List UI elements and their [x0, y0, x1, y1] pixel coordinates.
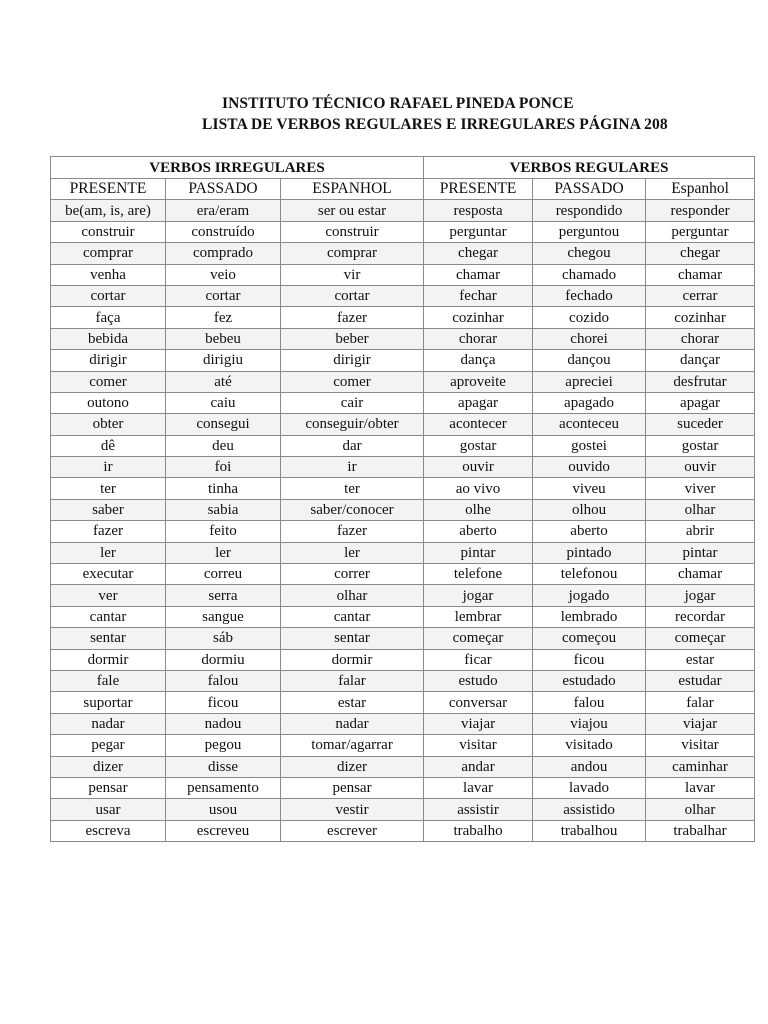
table-cell: comer: [51, 371, 166, 392]
table-cell: ficar: [424, 649, 533, 670]
table-cell: ir: [51, 457, 166, 478]
table-row: [51, 564, 755, 585]
table-cell: olhar: [281, 585, 424, 606]
table-cell: faça: [51, 307, 166, 328]
table-cell: correu: [166, 564, 281, 585]
table-cell: fez: [166, 307, 281, 328]
table-cell: acontecer: [424, 414, 533, 435]
table-cell: começar: [424, 628, 533, 649]
table-cell: cortar: [166, 285, 281, 306]
table-cell: lembrado: [533, 606, 646, 627]
table-cell: olhar: [646, 799, 755, 820]
table-cell: beber: [281, 328, 424, 349]
table-cell: até: [166, 371, 281, 392]
table-cell: fechado: [533, 285, 646, 306]
table-cell: cozinhar: [424, 307, 533, 328]
table-cell: respondido: [533, 200, 646, 221]
table-row: [51, 307, 755, 328]
table-cell: bebeu: [166, 328, 281, 349]
table-cell: visitar: [646, 735, 755, 756]
table-cell: fazer: [281, 521, 424, 542]
table-cell: dê: [51, 435, 166, 456]
table-row: [51, 735, 755, 756]
table-cell: escrever: [281, 820, 424, 841]
table-cell: chegar: [646, 243, 755, 264]
table-cell: telefonou: [533, 564, 646, 585]
table-cell: perguntar: [424, 221, 533, 242]
table-cell: assistir: [424, 799, 533, 820]
table-cell: venha: [51, 264, 166, 285]
table-cell: cantar: [51, 606, 166, 627]
table-cell: obter: [51, 414, 166, 435]
regular-verbs-header: VERBOS REGULARES: [424, 157, 755, 179]
table-row: [51, 328, 755, 349]
table-cell: ouvido: [533, 457, 646, 478]
table-cell: andou: [533, 756, 646, 777]
table-cell: olhe: [424, 499, 533, 520]
table-cell: perguntou: [533, 221, 646, 242]
table-cell: começar: [646, 628, 755, 649]
table-row: [51, 221, 755, 242]
table-cell: ir: [281, 457, 424, 478]
column-header: Espanhol: [646, 179, 755, 200]
verbs-table: [50, 156, 755, 842]
table-row: [51, 350, 755, 371]
table-cell: visitado: [533, 735, 646, 756]
table-cell: responder: [646, 200, 755, 221]
table-cell: jogar: [646, 585, 755, 606]
table-cell: saber: [51, 499, 166, 520]
table-row: [51, 371, 755, 392]
table-cell: sangue: [166, 606, 281, 627]
table-cell: outono: [51, 392, 166, 413]
table-cell: apreciei: [533, 371, 646, 392]
table-cell: fale: [51, 670, 166, 691]
table-cell: consegui: [166, 414, 281, 435]
table-cell: trabalhar: [646, 820, 755, 841]
table-cell: chorar: [424, 328, 533, 349]
table-cell: lavado: [533, 777, 646, 798]
table-cell: trabalho: [424, 820, 533, 841]
table-cell: dizer: [51, 756, 166, 777]
table-cell: gostar: [646, 435, 755, 456]
table-cell: apagar: [424, 392, 533, 413]
table-cell: correr: [281, 564, 424, 585]
column-header-row: [51, 179, 755, 200]
table-cell: comprar: [281, 243, 424, 264]
table-cell: ouvir: [424, 457, 533, 478]
table-cell: viajar: [424, 713, 533, 734]
table-row: [51, 820, 755, 841]
table-cell: cerrar: [646, 285, 755, 306]
table-cell: viver: [646, 478, 755, 499]
table-cell: caminhar: [646, 756, 755, 777]
table-cell: desfrutar: [646, 371, 755, 392]
table-cell: aproveite: [424, 371, 533, 392]
table-cell: feito: [166, 521, 281, 542]
table-row: [51, 243, 755, 264]
table-cell: comer: [281, 371, 424, 392]
table-cell: sentar: [281, 628, 424, 649]
column-header: PASSADO: [166, 179, 281, 200]
table-cell: escreveu: [166, 820, 281, 841]
table-cell: visitar: [424, 735, 533, 756]
table-cell: abrir: [646, 521, 755, 542]
table-row: [51, 264, 755, 285]
verb-rows: [51, 200, 755, 842]
group-header-row: [51, 157, 755, 179]
table-cell: sentar: [51, 628, 166, 649]
table-row: [51, 713, 755, 734]
table-cell: construir: [51, 221, 166, 242]
table-cell: estudado: [533, 670, 646, 691]
table-cell: cantar: [281, 606, 424, 627]
table-cell: conseguir/obter: [281, 414, 424, 435]
table-cell: falou: [533, 692, 646, 713]
table-cell: conversar: [424, 692, 533, 713]
table-cell: falar: [281, 670, 424, 691]
table-cell: trabalhou: [533, 820, 646, 841]
table-cell: veio: [166, 264, 281, 285]
table-cell: ficou: [166, 692, 281, 713]
table-cell: dirigir: [51, 350, 166, 371]
table-cell: sáb: [166, 628, 281, 649]
table-cell: usar: [51, 799, 166, 820]
table-cell: usou: [166, 799, 281, 820]
table-cell: ler: [51, 542, 166, 563]
column-header: PRESENTE: [424, 179, 533, 200]
table-cell: construir: [281, 221, 424, 242]
document-title: INSTITUTO TÉCNICO RAFAEL PINEDA PONCE: [222, 95, 574, 112]
table-cell: cortar: [51, 285, 166, 306]
table-cell: dizer: [281, 756, 424, 777]
table-cell: suceder: [646, 414, 755, 435]
table-cell: estar: [281, 692, 424, 713]
table-cell: chamado: [533, 264, 646, 285]
table-cell: aberto: [533, 521, 646, 542]
table-cell: começou: [533, 628, 646, 649]
table-cell: chegar: [424, 243, 533, 264]
table-cell: ficou: [533, 649, 646, 670]
table-row: [51, 649, 755, 670]
table-cell: apagado: [533, 392, 646, 413]
table-row: [51, 692, 755, 713]
table-row: [51, 457, 755, 478]
table-cell: nadar: [281, 713, 424, 734]
table-cell: ao vivo: [424, 478, 533, 499]
table-cell: olhou: [533, 499, 646, 520]
table-cell: dançou: [533, 350, 646, 371]
table-cell: viajar: [646, 713, 755, 734]
table-cell: ter: [51, 478, 166, 499]
table-cell: dançar: [646, 350, 755, 371]
table-cell: chamar: [424, 264, 533, 285]
table-cell: lembrar: [424, 606, 533, 627]
table-cell: era/eram: [166, 200, 281, 221]
table-cell: chamar: [646, 564, 755, 585]
table-cell: comprar: [51, 243, 166, 264]
table-row: [51, 435, 755, 456]
table-cell: tomar/agarrar: [281, 735, 424, 756]
table-cell: gostei: [533, 435, 646, 456]
table-cell: sabia: [166, 499, 281, 520]
table-cell: dormir: [51, 649, 166, 670]
table-cell: caiu: [166, 392, 281, 413]
table-cell: estar: [646, 649, 755, 670]
table-row: [51, 499, 755, 520]
table-cell: ler: [281, 542, 424, 563]
table-cell: pensar: [281, 777, 424, 798]
table-cell: viajou: [533, 713, 646, 734]
table-cell: ver: [51, 585, 166, 606]
table-cell: dormir: [281, 649, 424, 670]
irregular-verbs-header: VERBOS IRREGULARES: [51, 157, 424, 179]
table-cell: ouvir: [646, 457, 755, 478]
table-cell: disse: [166, 756, 281, 777]
table-cell: pegar: [51, 735, 166, 756]
table-row: [51, 585, 755, 606]
table-cell: perguntar: [646, 221, 755, 242]
table-cell: lavar: [424, 777, 533, 798]
table-cell: cortar: [281, 285, 424, 306]
table-cell: comprado: [166, 243, 281, 264]
table-cell: nadou: [166, 713, 281, 734]
table-cell: be(am, is, are): [51, 200, 166, 221]
table-cell: estudo: [424, 670, 533, 691]
table-cell: tinha: [166, 478, 281, 499]
table-row: [51, 392, 755, 413]
table-row: [51, 799, 755, 820]
table-cell: aberto: [424, 521, 533, 542]
table-cell: recordar: [646, 606, 755, 627]
document-subtitle: LISTA DE VERBOS REGULARES E IRREGULARES PÁGINA 208: [202, 116, 668, 133]
table-cell: chamar: [646, 264, 755, 285]
table-cell: chegou: [533, 243, 646, 264]
table-cell: falar: [646, 692, 755, 713]
table-cell: dormiu: [166, 649, 281, 670]
table-cell: apagar: [646, 392, 755, 413]
table-cell: deu: [166, 435, 281, 456]
table-cell: fechar: [424, 285, 533, 306]
table-cell: bebida: [51, 328, 166, 349]
table-row: [51, 542, 755, 563]
table-cell: viveu: [533, 478, 646, 499]
table-cell: dar: [281, 435, 424, 456]
table-cell: ser ou estar: [281, 200, 424, 221]
table-cell: suportar: [51, 692, 166, 713]
table-cell: cair: [281, 392, 424, 413]
table-cell: nadar: [51, 713, 166, 734]
table-cell: pintar: [424, 542, 533, 563]
table-row: [51, 670, 755, 691]
table-cell: construído: [166, 221, 281, 242]
table-cell: dança: [424, 350, 533, 371]
table-cell: lavar: [646, 777, 755, 798]
table-cell: gostar: [424, 435, 533, 456]
table-cell: assistido: [533, 799, 646, 820]
table-cell: andar: [424, 756, 533, 777]
table-cell: pensar: [51, 777, 166, 798]
table-cell: saber/conocer: [281, 499, 424, 520]
table-cell: falou: [166, 670, 281, 691]
column-header: PRESENTE: [51, 179, 166, 200]
table-cell: aconteceu: [533, 414, 646, 435]
column-header: PASSADO: [533, 179, 646, 200]
table-cell: estudar: [646, 670, 755, 691]
table-row: [51, 628, 755, 649]
table-row: [51, 478, 755, 499]
table-cell: serra: [166, 585, 281, 606]
table-cell: chorei: [533, 328, 646, 349]
table-cell: dirigiu: [166, 350, 281, 371]
table-cell: executar: [51, 564, 166, 585]
table-cell: cozido: [533, 307, 646, 328]
table-cell: dirigir: [281, 350, 424, 371]
table-cell: jogado: [533, 585, 646, 606]
table-row: [51, 414, 755, 435]
table-cell: fazer: [51, 521, 166, 542]
table-row: [51, 756, 755, 777]
table-cell: vestir: [281, 799, 424, 820]
table-row: [51, 285, 755, 306]
table-cell: escreva: [51, 820, 166, 841]
table-cell: telefone: [424, 564, 533, 585]
table-cell: pensamento: [166, 777, 281, 798]
table-row: [51, 606, 755, 627]
table-cell: olhar: [646, 499, 755, 520]
table-cell: resposta: [424, 200, 533, 221]
table-cell: pintar: [646, 542, 755, 563]
table-cell: pintado: [533, 542, 646, 563]
table-row: [51, 777, 755, 798]
column-header: ESPANHOL: [281, 179, 424, 200]
table-cell: foi: [166, 457, 281, 478]
table-cell: fazer: [281, 307, 424, 328]
table-cell: chorar: [646, 328, 755, 349]
table-cell: ter: [281, 478, 424, 499]
table-cell: jogar: [424, 585, 533, 606]
table-row: [51, 521, 755, 542]
table-cell: cozinhar: [646, 307, 755, 328]
table-cell: pegou: [166, 735, 281, 756]
table-cell: vir: [281, 264, 424, 285]
table-cell: ler: [166, 542, 281, 563]
table-row: [51, 200, 755, 221]
